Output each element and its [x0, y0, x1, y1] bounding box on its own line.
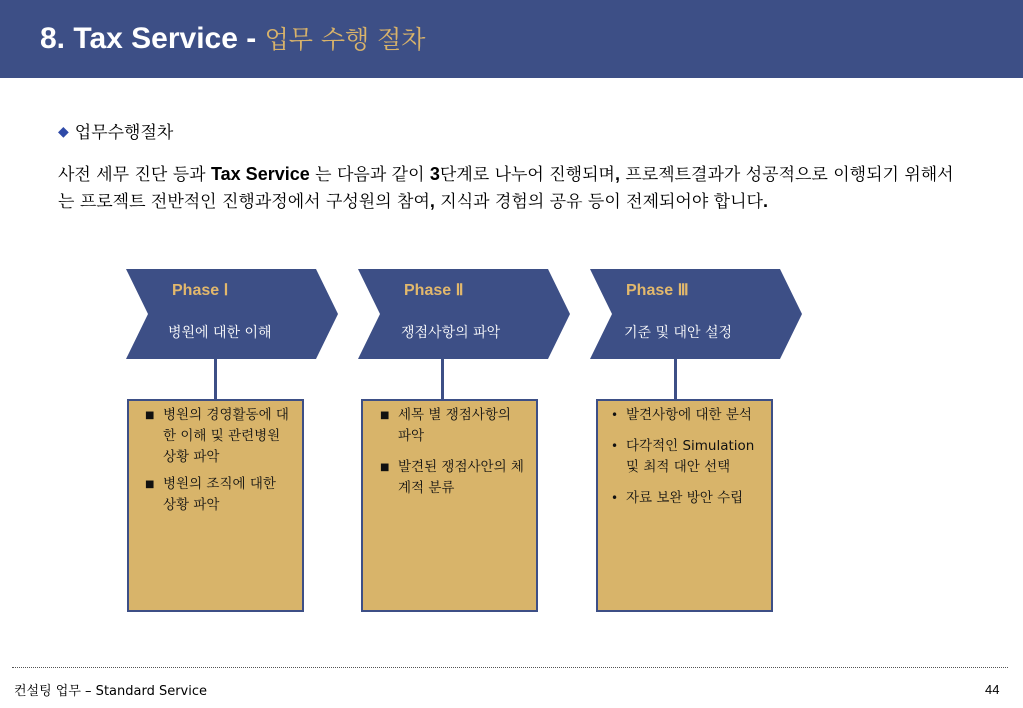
section-heading: [58, 118, 173, 143]
intro-text-4: 프로젝트결과가 성공적으로 이행되기 위해서는 프로젝트 전반적인 진행과정에서 구성원의 참여: [58, 165, 954, 212]
phase-2-connector: [441, 358, 444, 400]
intro-bold-4: ,: [429, 191, 435, 211]
intro-text-2: 는 다음과 같이: [309, 165, 430, 185]
phase-1-chevron: [126, 269, 338, 359]
page-number: 44: [985, 682, 1000, 697]
phase-3-box: [596, 399, 773, 612]
diamond-bullet-icon: ◆: [58, 124, 69, 140]
square-bullet-icon: ■: [380, 410, 390, 421]
list-item: • 다각적인 Simulation 및 최적 대안 선택: [611, 438, 755, 475]
phase-1-connector: [214, 358, 217, 400]
intro-text-3: 단계로 나누어 진행되며: [439, 165, 615, 185]
section-heading-label: 업무수행절차: [74, 123, 174, 143]
phase-2-chevron: [358, 269, 570, 359]
phase-2-label: Phase Ⅱ: [404, 282, 464, 299]
page-title: [40, 20, 425, 56]
header-bar: [0, 0, 1023, 78]
phase-3-chevron: [590, 269, 802, 359]
intro-paragraph: [58, 161, 958, 215]
page-title-en: 8. Tax Service -: [40, 22, 265, 55]
footer-caption: 컨설팅 업무 – Standard Service: [14, 684, 208, 699]
intro-bold-1: Tax Service: [211, 164, 310, 184]
square-bullet-icon: ■: [380, 462, 390, 473]
list-item: ■ 병원의 경영활동에 대한 이해 및 관련병원 상황 파악: [145, 407, 289, 465]
chevron-shape: [358, 269, 570, 359]
phase-1-label: Phase Ⅰ: [172, 282, 229, 299]
dot-bullet-icon: •: [611, 491, 619, 505]
intro-text-5: 지식과 경험의 공유 등이 전제되어야 합니다: [434, 192, 763, 212]
intro-text-1: 사전 세무 진단 등과: [58, 165, 211, 185]
square-bullet-icon: ■: [145, 479, 155, 490]
phase-2-box: [361, 399, 538, 612]
square-bullet-icon: ■: [145, 410, 155, 421]
list-item: • 발견사항에 대한 분석: [626, 405, 762, 426]
phase-2-description: 쟁점사항의 파악: [401, 325, 501, 341]
page-title-ko: 업무 수행 절차: [264, 25, 426, 54]
intro-bold-5: .: [762, 191, 768, 211]
phase-3-description: 기준 및 대안 설정: [624, 325, 733, 341]
dot-bullet-icon: •: [611, 439, 619, 453]
list-item: ■ 세목 별 쟁점사항의 파악: [380, 407, 511, 444]
intro-bold-3: ,: [614, 164, 620, 184]
phase-3-connector: [674, 358, 677, 400]
list-item: • 자료 보완 방안 수립: [626, 488, 762, 509]
phase-1-description: 병원에 대한 이해: [168, 325, 272, 341]
list-item: ■ 발견된 쟁점사안의 체계적 분류: [380, 459, 524, 496]
chevron-shape: [590, 269, 802, 359]
phase-1-box: [127, 399, 304, 612]
intro-bold-2: 3: [429, 164, 440, 184]
list-item: ■ 병원의 조직에 대한 상황 파악: [145, 476, 276, 513]
chevron-shape: [126, 269, 338, 359]
dot-bullet-icon: •: [611, 408, 619, 422]
footer-divider: [12, 667, 1008, 668]
phase-3-label: Phase Ⅲ: [626, 282, 689, 299]
